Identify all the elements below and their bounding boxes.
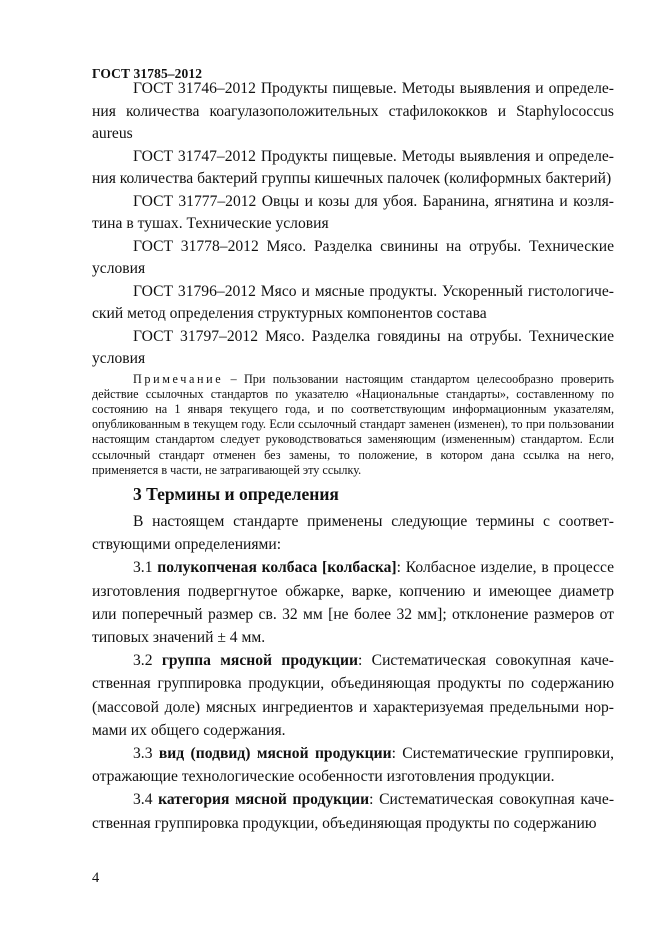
definition-number: 3.2: [133, 652, 162, 670]
document-body: [92, 78, 614, 835]
document-header-code: ГОСТ 31785–2012: [92, 66, 203, 81]
definition-text: : Систематическая совокупная качественная группировка продукции, объединяющая продукты по содержанию: [92, 791, 615, 832]
definition-term: полукопченая колбаса [колбаска]: [157, 559, 397, 577]
definition-number: 3.1: [133, 559, 158, 577]
definition-term: категория мясной продукции: [158, 791, 370, 809]
definition-number: 3.4: [133, 791, 159, 809]
reference-entry: ГОСТ 31797–2012 Мясо. Разделка говядины на отрубы. Технические условия: [92, 327, 614, 367]
definition-text: : Систематическая совокупная качественная группировка продукции, объединяющая продукты по содержанию (массовой доле) мясных ингредиентов и характеризуемая предельными нормами их общего содержания.: [92, 652, 614, 739]
definition-text: : Колбасное изделие, в процессе изготовления подвергнутое обжарке, варке, копчению и имеющее диаметр или поперечный размер св. 32 мм [не более 32 мм]; отклонение размеров от типовых значений ± 4 мм.: [92, 559, 615, 646]
definition-item: [92, 788, 614, 834]
section-title: 3 Термины и определения: [133, 483, 339, 504]
definition-number: 3.3: [133, 744, 159, 762]
definition-item: [92, 556, 614, 649]
reference-entry: ГОСТ 31778–2012 Мясо. Разделка свинины на отрубы. Технические условия: [92, 237, 614, 277]
definition-item: [92, 742, 614, 788]
note-label: Примечание: [133, 371, 224, 386]
reference-entry: ГОСТ 31796–2012 Мясо и мясные продукты. Ускоренный гистологический метод определения структурных компонентов состава: [92, 282, 614, 322]
note-text: – При пользовании настоящим стандартом целесообразно проверить действие ссылочных стандартов по указателю «Национальные стандарты», составленному по состоянию на 1 января текущего года, и по соответствующим информационным указателям, опубликованным в текущем году. Если ссылочный стандарт заменен (изменен), то при пользовании настоящим стандартом следует руководствоваться заменяющим (измененным) стандартом. Если ссылочный стандарт отменен без замены, то положение, в котором дана ссылка на него, применяется в части, не затрагивающей эту ссылку.: [92, 371, 614, 477]
page-number: 4: [92, 870, 100, 886]
definition-item: [92, 649, 614, 742]
reference-entry: ГОСТ 31747–2012 Продукты пищевые. Методы выявления и определения количества бактерий группы кишечных палочек (колиформных бактерий): [92, 147, 614, 187]
reference-entry: ГОСТ 31746–2012 Продукты пищевые. Методы выявления и определения количества коагулазоположительных стафилококков и Staphylococcus aureus: [92, 80, 614, 142]
definition-term: вид (подвид) мясной продукции: [158, 744, 392, 762]
reference-entry: ГОСТ 31777–2012 Овцы и козы для убоя. Баранина, ягнятина и козлятина в тушах. Технические условия: [92, 192, 614, 232]
definition-term: группа мясной продукции: [161, 652, 358, 670]
section-intro: В настоящем стандарте применены следующие термины с соответствующими определениями:: [92, 512, 614, 554]
definition-text: : Систематические группировки, отражающие технологические особенности изготовления продукции.: [92, 744, 615, 786]
note-paragraph: [92, 372, 614, 478]
